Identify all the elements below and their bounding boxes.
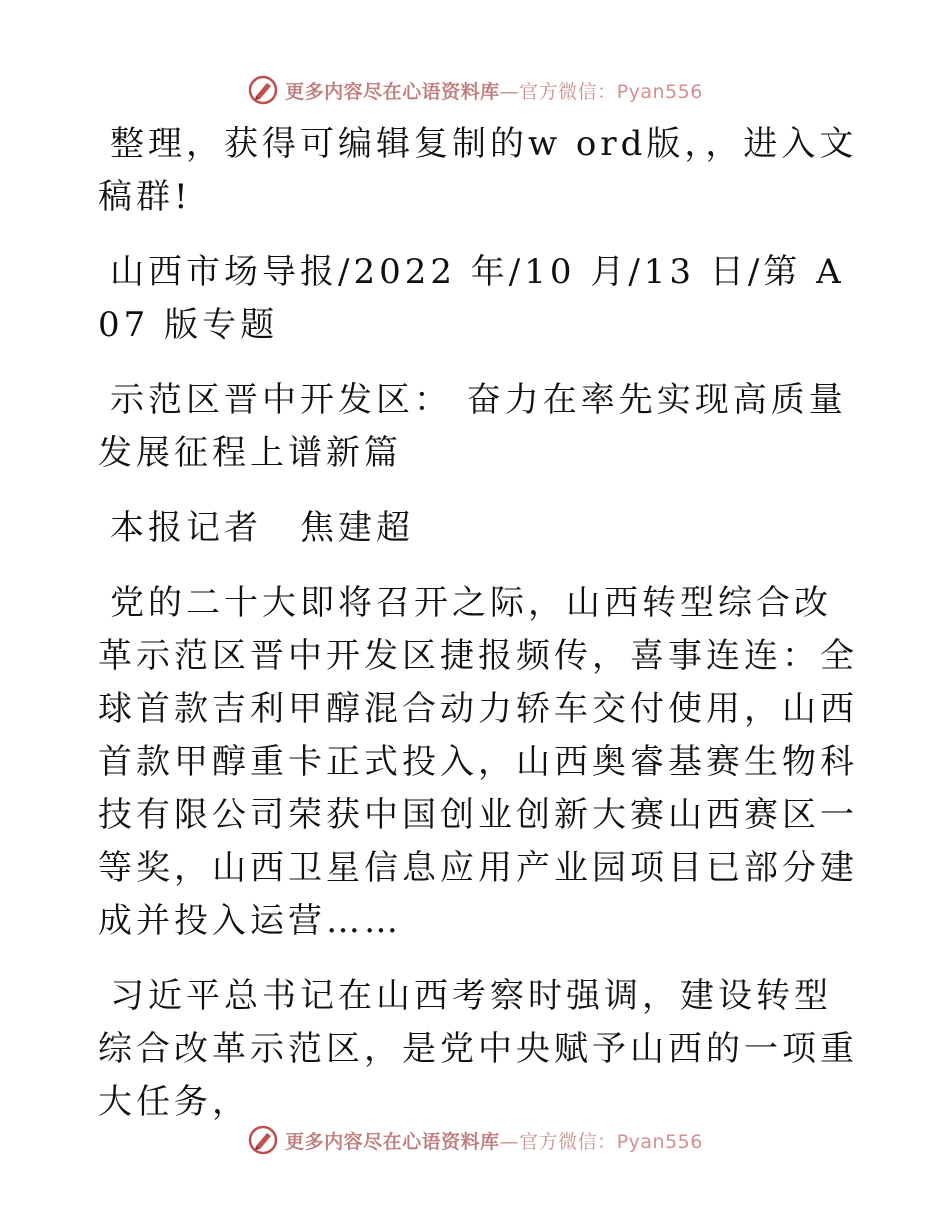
banner-dash: —: [499, 80, 520, 103]
header-banner: [0, 70, 950, 110]
paragraph-2: 习近平总书记在山西考察时强调，建设转型综合改革示范区，是党中央赋予山西的一项重大任务，: [98, 976, 858, 1122]
banner-text: [285, 77, 703, 104]
banner-dash: —: [499, 1130, 520, 1153]
banner-wechat-label: 官方微信：: [519, 80, 617, 103]
document-body: [98, 118, 858, 1151]
banner-wechat-label: 官方微信：: [519, 1130, 617, 1153]
paragraph-1: 党的二十大即将召开之际，山西转型综合改革示范区晋中开发区捷报频传，喜事连连：全球首款吉利甲醇混合动力轿车交付使用，山西首款甲醇重卡正式投入，山西奥睿基赛生物科技有限公司荣获中国创业创新大赛山西赛区一等奖，山西卫星信息应用产业园项目已部分建成并投入运营……: [98, 583, 858, 941]
banner-wechat-id: Pyan556: [616, 1130, 703, 1153]
headline: 示范区晋中开发区： 奋力在率先实现高质量发展征程上谱新篇: [98, 380, 847, 473]
banner-wechat-id: Pyan556: [616, 80, 703, 103]
banner-text: [285, 1127, 703, 1154]
intro-text: 整理，获得可编辑复制的w ord版，，进入文稿群!: [98, 124, 858, 217]
footer-banner: [0, 1120, 950, 1160]
banner-site-text: 更多内容尽在心语资料库: [285, 1130, 500, 1153]
banner-site-text: 更多内容尽在心语资料库: [285, 80, 500, 103]
byline: 本报记者 焦建超: [110, 508, 414, 548]
pen-logo-icon: [247, 1124, 279, 1156]
source-line: 山西市场导报/2022 年/10 月/13 日/第 A07 版专题: [98, 252, 845, 345]
pen-logo-icon: [247, 74, 279, 106]
